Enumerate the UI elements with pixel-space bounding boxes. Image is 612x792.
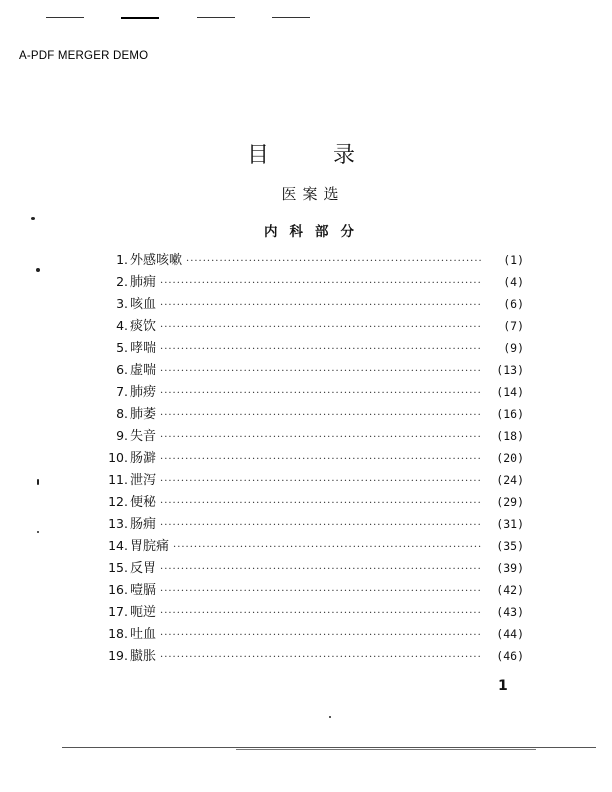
entry-number: 4.: [116, 318, 128, 333]
entry-number: 1.: [116, 252, 128, 267]
entry-page: (43): [496, 605, 524, 619]
scan-speck: [37, 479, 39, 485]
toc-entry[interactable]: [98, 359, 524, 381]
toc-entry[interactable]: [98, 381, 524, 403]
dot-leader: [160, 322, 482, 333]
entry-title: 便秘: [130, 495, 157, 510]
toc-entry[interactable]: [98, 447, 524, 469]
entry-title: 噎膈: [130, 583, 157, 598]
dot-leader: [160, 278, 482, 289]
toc-entry[interactable]: [98, 535, 524, 557]
dot-leader: [186, 256, 482, 267]
entry-page: (29): [496, 495, 524, 509]
header-rule: [197, 17, 235, 18]
entry-page: (35): [496, 539, 524, 553]
entry-title: 肠澼: [130, 451, 157, 466]
entry-number: 3.: [116, 296, 128, 311]
entry-title: 失音: [130, 429, 157, 444]
entry-title: 虚喘: [130, 363, 157, 378]
toc-entry[interactable]: [98, 513, 524, 535]
entry-page: (16): [496, 407, 524, 421]
entry-title: 肺萎: [130, 407, 157, 422]
scan-speck: [36, 268, 40, 272]
entry-page: (6): [503, 297, 524, 311]
entry-number: 16.: [108, 582, 128, 597]
entry-number: 18.: [108, 626, 128, 641]
toc-entry[interactable]: [98, 469, 524, 491]
entry-number: 11.: [108, 472, 128, 487]
dot-leader: [160, 366, 482, 377]
dot-leader: [160, 652, 482, 663]
entry-number: 7.: [116, 384, 128, 399]
entry-number: 6.: [116, 362, 128, 377]
dot-leader: [160, 344, 482, 355]
entry-page: (1): [503, 253, 524, 267]
watermark: A-PDF MERGER DEMO: [19, 50, 149, 62]
entry-page: (20): [496, 451, 524, 465]
entry-number: 14.: [108, 538, 128, 553]
toc-entry[interactable]: [98, 623, 524, 645]
toc-entry[interactable]: [98, 271, 524, 293]
entry-number: 5.: [116, 340, 128, 355]
entry-page: (18): [496, 429, 524, 443]
dot-leader: [160, 432, 482, 443]
entry-title: 外感咳嗽: [130, 253, 183, 268]
dot-leader: [160, 300, 482, 311]
entry-title: 胃脘痛: [130, 539, 170, 554]
scan-speck: [37, 531, 39, 533]
subtitle: 医案选: [281, 185, 345, 203]
toc-entry[interactable]: [98, 491, 524, 513]
entry-page: (14): [496, 385, 524, 399]
entry-page: (7): [503, 319, 524, 333]
table-of-contents: [98, 249, 524, 667]
page-number: 1: [498, 678, 508, 694]
header-rule: [46, 17, 84, 18]
footer-rule: [62, 747, 596, 748]
footer-rule: [236, 749, 536, 750]
scan-speck: [31, 217, 35, 220]
dot-leader: [160, 476, 482, 487]
toc-entry[interactable]: [98, 337, 524, 359]
entry-title: 泄泻: [130, 473, 157, 488]
toc-entry[interactable]: [98, 425, 524, 447]
entry-page: (44): [496, 627, 524, 641]
section-heading: 内科部分: [264, 224, 366, 240]
dot-leader: [160, 586, 482, 597]
dot-leader: [160, 520, 482, 531]
entry-title: 臌胀: [130, 649, 157, 664]
entry-number: 19.: [108, 648, 128, 663]
entry-number: 9.: [116, 428, 128, 443]
toc-entry[interactable]: [98, 315, 524, 337]
toc-entry[interactable]: [98, 293, 524, 315]
entry-page: (4): [503, 275, 524, 289]
entry-title: 咳血: [130, 297, 157, 312]
toc-entry[interactable]: [98, 557, 524, 579]
entry-page: (31): [496, 517, 524, 531]
dot-leader: [160, 388, 482, 399]
entry-number: 8.: [116, 406, 128, 421]
toc-entry[interactable]: [98, 601, 524, 623]
entry-title: 呃逆: [130, 605, 157, 620]
entry-title: 吐血: [130, 627, 157, 642]
dot-leader: [160, 410, 482, 421]
dot-leader: [173, 542, 482, 553]
entry-number: 12.: [108, 494, 128, 509]
entry-title: 痰饮: [130, 319, 157, 334]
entry-title: 哮喘: [130, 341, 157, 356]
entry-title: 肺痨: [130, 385, 157, 400]
entry-number: 13.: [108, 516, 128, 531]
entry-page: (39): [496, 561, 524, 575]
scan-speck: [329, 716, 331, 718]
entry-page: (13): [496, 363, 524, 377]
entry-title: 肺痈: [130, 275, 157, 290]
entry-page: (9): [503, 341, 524, 355]
dot-leader: [160, 498, 482, 509]
entry-title: 反胃: [130, 561, 157, 576]
entry-title: 肠痈: [130, 517, 157, 532]
entry-number: 17.: [108, 604, 128, 619]
dot-leader: [160, 630, 482, 641]
entry-page: (42): [496, 583, 524, 597]
toc-entry[interactable]: [98, 249, 524, 271]
entry-number: 15.: [108, 560, 128, 575]
dot-leader: [160, 564, 482, 575]
toc-entry[interactable]: [98, 645, 524, 667]
entry-number: 2.: [116, 274, 128, 289]
entry-page: (24): [496, 473, 524, 487]
entry-number: 10.: [108, 450, 128, 465]
dot-leader: [160, 454, 482, 465]
toc-entry[interactable]: [98, 403, 524, 425]
entry-page: (46): [496, 649, 524, 663]
header-rule: [272, 17, 310, 18]
toc-entry[interactable]: [98, 579, 524, 601]
header-rule: [121, 17, 159, 19]
page-title: 目录: [246, 143, 419, 168]
dot-leader: [160, 608, 482, 619]
